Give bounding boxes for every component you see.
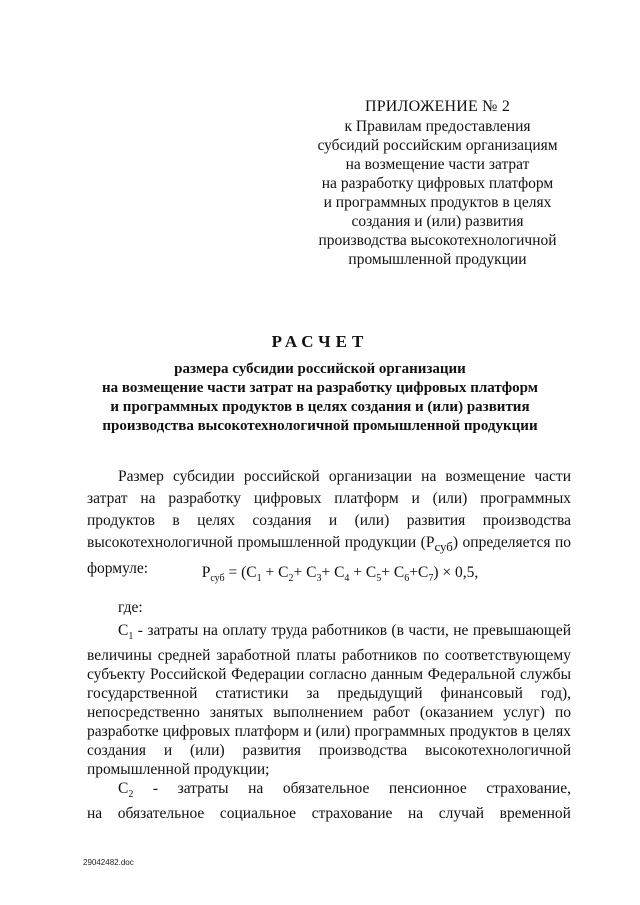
formula-subscript: 5 xyxy=(376,573,382,585)
formula-part: +С xyxy=(409,564,429,581)
appendix-line: создания и (или) развития xyxy=(351,213,524,230)
formula-part: = (С xyxy=(224,564,257,581)
definition-word: на xyxy=(87,805,103,823)
definition-word: пенсионное xyxy=(388,780,467,798)
formula-part: Р xyxy=(201,564,211,581)
formula-subscript: суб xyxy=(210,573,225,585)
formula-subscript: 1 xyxy=(256,573,262,585)
definition-word: на xyxy=(248,780,264,798)
definition-word: случай xyxy=(438,805,485,823)
definition-word: страхование xyxy=(311,805,393,823)
appendix-line: и программных продуктов в целях xyxy=(323,194,552,211)
definition-c1 xyxy=(87,621,571,779)
formula-part: + С xyxy=(381,564,405,581)
intro-text-end: ) определяется по формуле: xyxy=(87,534,571,578)
appendix-line: промышленной продукции xyxy=(348,251,527,268)
definition-c2-line1 xyxy=(87,779,571,804)
definitions-list xyxy=(87,621,571,823)
definition-word: обязательное xyxy=(117,805,205,823)
formula-subscript: 2 xyxy=(288,573,294,585)
appendix-title: ПРИЛОЖЕНИЕ № 2 xyxy=(364,98,511,115)
document-subtitle-line: и программных продуктов в целях создания и (или) развития xyxy=(110,399,530,415)
intro-subscript: суб xyxy=(434,539,453,555)
appendix-line: производства высокотехнологичной xyxy=(318,232,557,249)
document-subtitle-line: производства высокотехнологичной промышленной продукции xyxy=(102,418,538,434)
formula-subscript: 6 xyxy=(404,573,410,585)
document-subtitle-line: на возмещение части затрат на разработку цифровых платформ xyxy=(102,380,538,396)
definition-word: социальное xyxy=(219,805,297,823)
definition-c2-line2 xyxy=(87,804,571,823)
appendix-line: субсидий российским организациям xyxy=(317,137,558,154)
formula-part: + С xyxy=(321,564,345,581)
definition-word: на xyxy=(408,805,424,823)
formula-subscript: 7 xyxy=(428,573,434,585)
file-name-footer: 29042482.doc xyxy=(83,858,134,867)
formula-part: + С xyxy=(293,564,317,581)
definition-c2 xyxy=(87,779,571,823)
definition-word: страхование, xyxy=(486,780,571,798)
definition-symbol: С xyxy=(118,622,129,639)
appendix-line: к Правилам предоставления xyxy=(344,118,531,135)
appendix-line: на разработку цифровых платформ xyxy=(321,175,554,192)
definition-word: затраты xyxy=(177,780,229,798)
where-label: где: xyxy=(118,599,143,616)
appendix-line: на возмещение части затрат xyxy=(345,156,530,173)
formula-subscript: 4 xyxy=(344,573,350,585)
definition-symbol: $С_2$ xyxy=(118,780,134,801)
formula-part: ) × 0,5, xyxy=(433,564,479,581)
document-title: РАСЧЕТ xyxy=(271,332,369,351)
definition-word: - xyxy=(152,780,159,798)
document-subtitle-line: размера субсидии российской организации xyxy=(174,361,466,377)
definition-subscript: 1 xyxy=(128,631,134,643)
appendix-header xyxy=(300,97,575,269)
subsidy-formula xyxy=(180,563,500,589)
formula-part: + С xyxy=(349,564,377,581)
formula-part: + С xyxy=(261,564,289,581)
definition-text: - затраты на оплату труда работников (в части, не превышающей величины средней заработной платы работников по соответствующему субъекту Российской Федерации согласно данным Федеральной службы государственной статистики за предыдущий финансовый год), непосредственно занятых выполнением работ (оказанием услуг) по разработке цифровых платформ и (или) программных продуктов в целях создания и (или) развития производства высокотехнологичной промышленной продукции; xyxy=(87,622,571,779)
formula-subscript: 3 xyxy=(316,573,322,585)
document-title-block xyxy=(60,332,580,436)
definition-word: временной xyxy=(499,805,571,823)
intro-text: Размер субсидии российской организации на возмещение части затрат на разработку цифровых платформ и (или) программных продуктов в целях создания и (или) развития производства высокотехнологичной промышленной продукции (Р xyxy=(87,468,571,551)
definition-word: обязательное xyxy=(282,780,370,798)
